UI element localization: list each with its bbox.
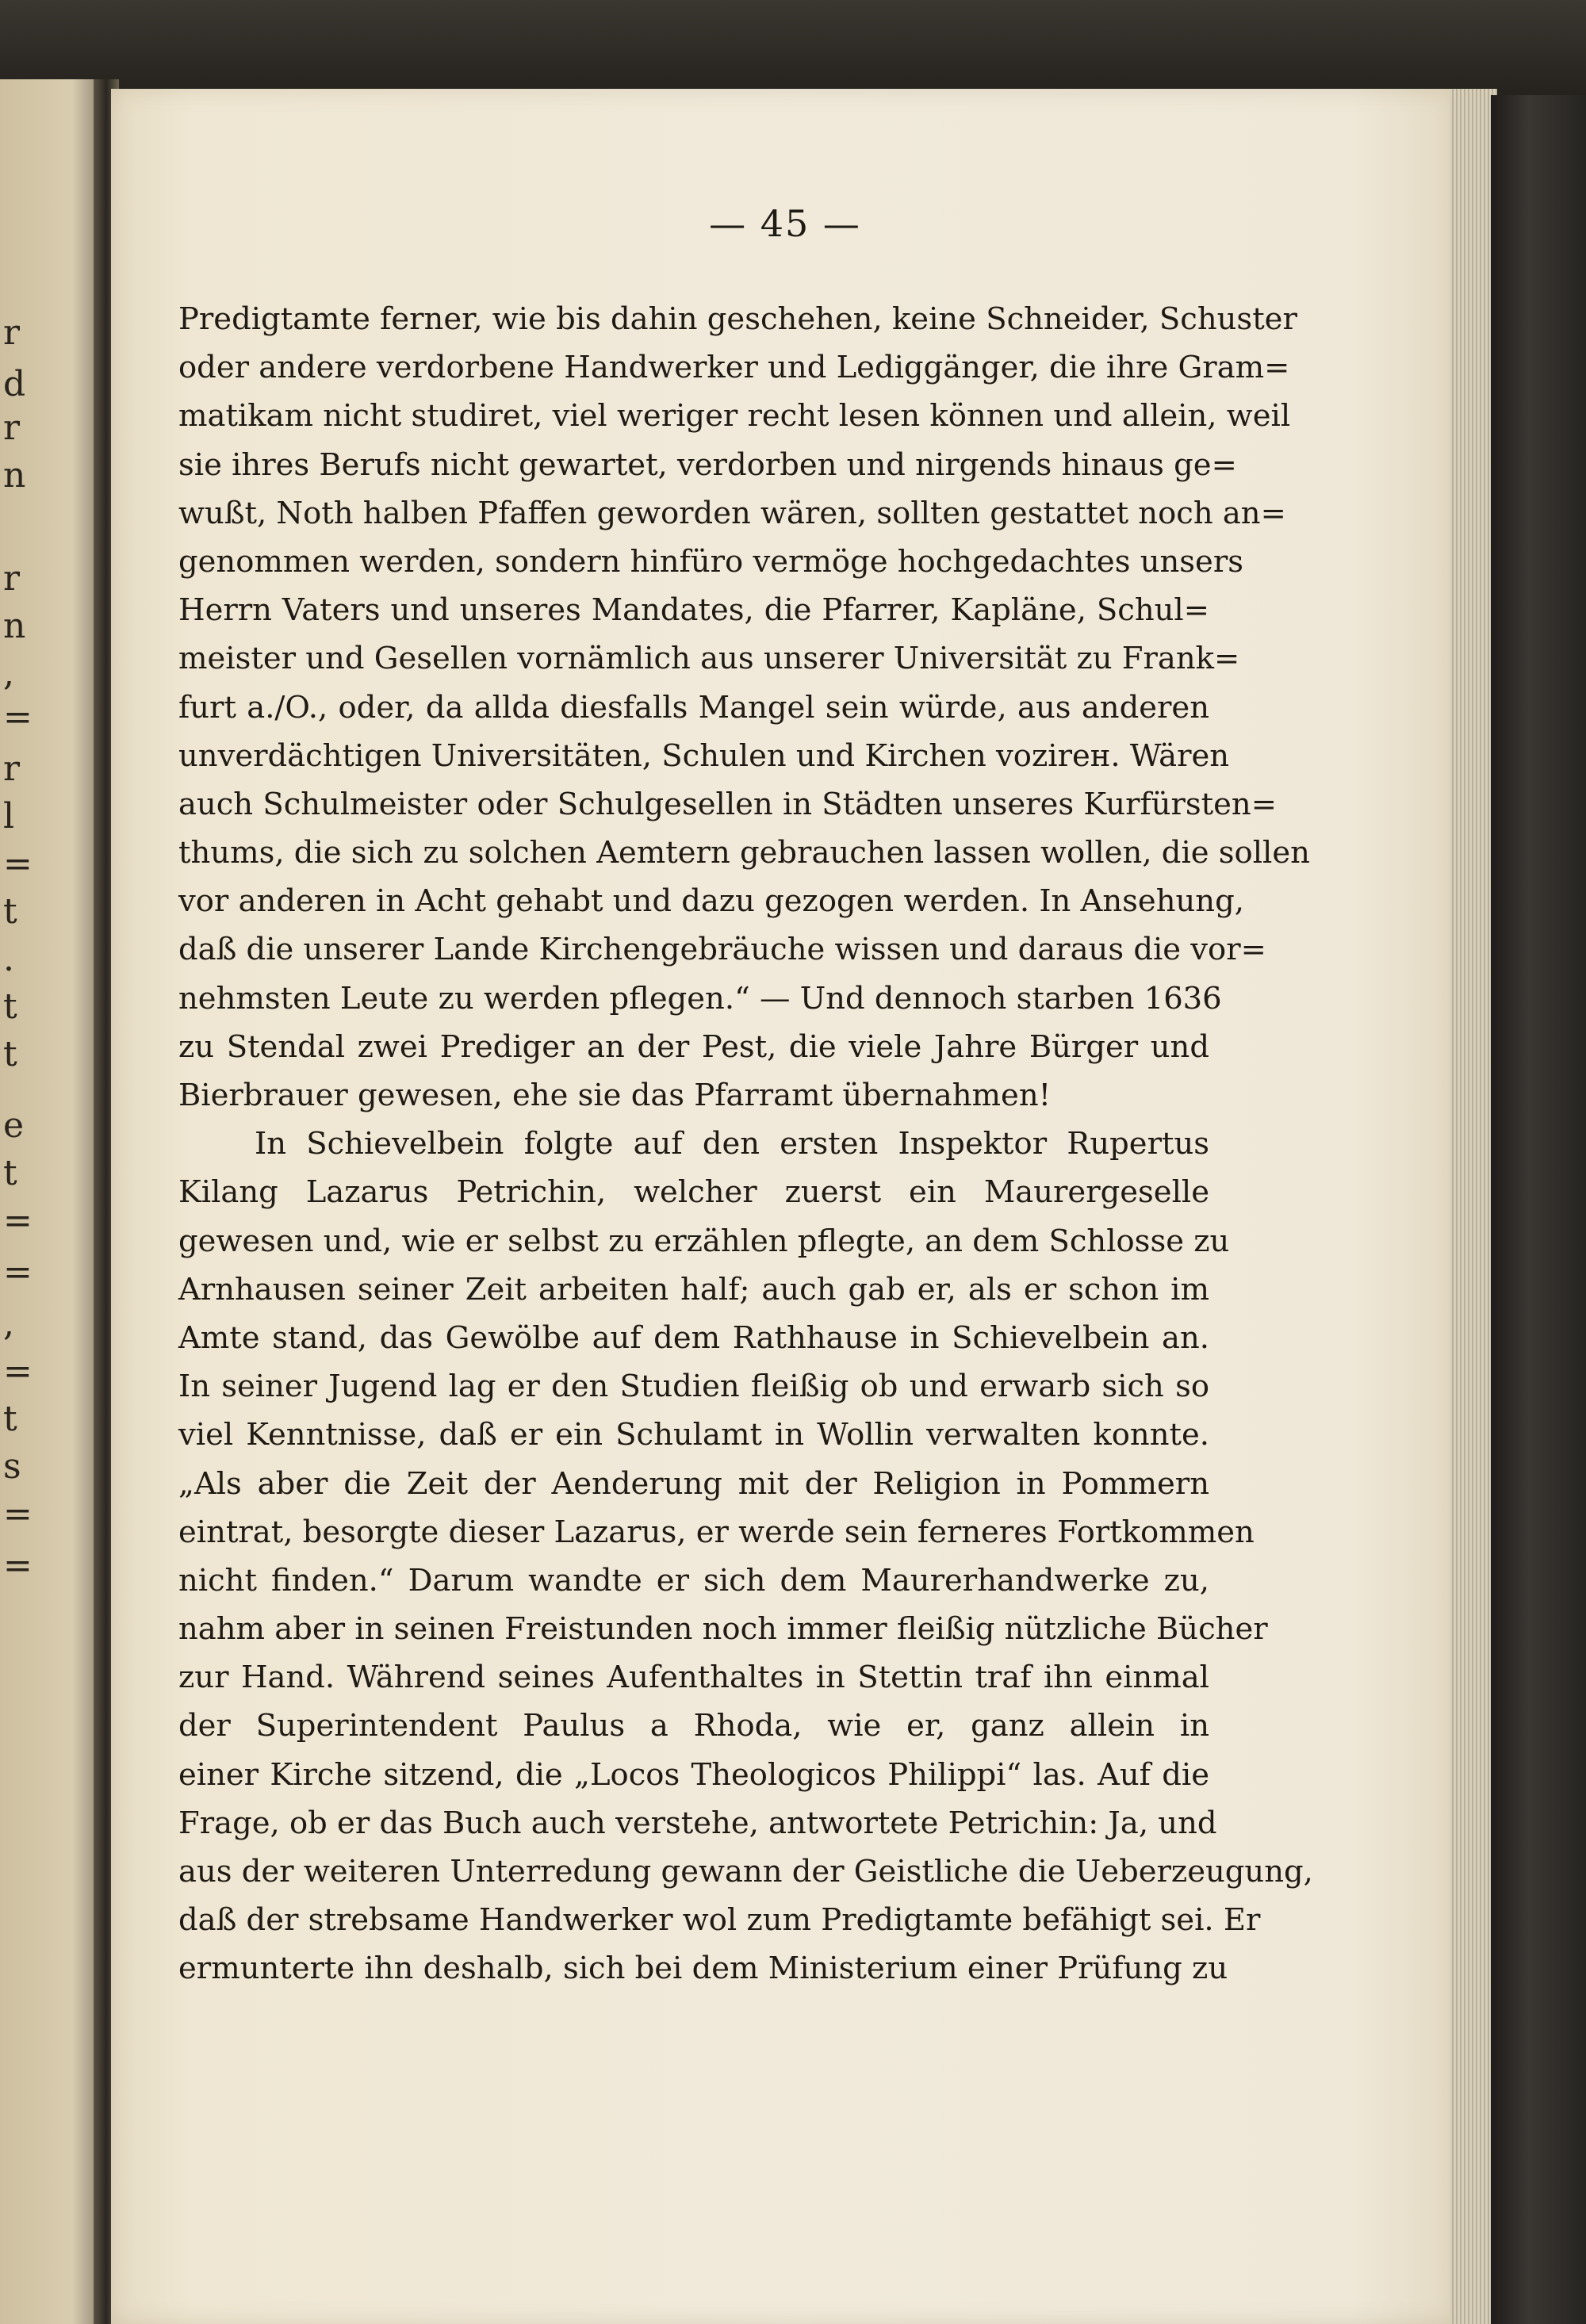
text-line: zu Stendal zwei Prediger an der Pest, die viele Jahre Bürger und <box>178 1028 1209 1065</box>
text-line: In seiner Jugend lag er den Studien fleißig ob und erwarb sich so <box>178 1369 1209 1405</box>
page-stack-edge <box>1450 89 1497 2324</box>
text-line: Bierbrauer gewesen, ehe sie das Pfarramt übernahmen! <box>178 1078 1052 1113</box>
book-cover-edge <box>1491 95 1586 2324</box>
text-line: nahm aber in seinen Freistunden noch immer fleißig nützliche Bücher <box>178 1611 1268 1648</box>
text-line: unverdächtigen Universitäten, Schulen und Kirchen vozirен. Wären <box>178 737 1230 774</box>
facing-page-fragment: d <box>3 364 26 404</box>
text-line: meister und Gesellen vornämlich aus unserer Universität zu Frank= <box>178 641 1240 677</box>
facing-page-fragment: = <box>3 1200 33 1241</box>
facing-page-fragment: t <box>3 1034 17 1074</box>
text-line: Amte stand, das Gewölbe auf dem Rathhause in Schievelbein an. <box>178 1319 1209 1356</box>
facing-page-fragment: t <box>3 1399 17 1439</box>
facing-page-fragment: = <box>3 697 33 737</box>
text-line: oder andere verdorbene Handwerker und Lediggänger, die ihre Gram= <box>178 350 1290 386</box>
text-line: einer Kirche sitzend, die „Locos Theologicos Philippi“ las. Auf die <box>178 1756 1209 1793</box>
facing-page-fragment: n <box>3 455 26 496</box>
facing-page-fragment: t <box>3 1153 17 1193</box>
facing-page-fragment: n <box>3 606 26 646</box>
text-line: zur Hand. Während seines Aufenthaltes in Stettin traf ihn einmal <box>178 1660 1209 1696</box>
facing-page-fragment: , <box>3 653 14 694</box>
facing-page-fragment: . <box>3 939 14 979</box>
text-line: sie ihres Berufs nicht gewartet, verdorben und nirgends hinaus ge= <box>178 446 1237 483</box>
text-line: gewesen und, wie er selbst zu erzählen pflegte, an dem Schlosse zu <box>178 1223 1230 1259</box>
text-line: eintrat, besorgte dieser Lazarus, er werde sein ferneres Fortkommen <box>178 1514 1255 1550</box>
facing-page-fragment: = <box>3 1545 33 1586</box>
body-text <box>178 295 1313 1993</box>
text-line: Frage, ob er das Buch auch verstehe, antwortete Petrichin: Ja, und <box>178 1805 1217 1841</box>
text-line: wußt, Noth halben Pfaffen geworden wären, sollten gestattet noch an= <box>178 495 1286 531</box>
text-line: der Superintendent Paulus a Rhoda, wie er, ganz allein in <box>178 1708 1209 1744</box>
facing-page-fragment: s <box>3 1446 21 1487</box>
text-line: Predigtamte ferner, wie bis dahin geschehen, keine Schneider, Schuster <box>178 301 1297 337</box>
text-line: daß der strebsame Handwerker wol zum Predigtamte befähigt sei. Er <box>178 1902 1261 1939</box>
facing-page-fragment: t <box>3 986 17 1027</box>
text-line: viel Kenntnisse, daß er ein Schulamt in Wollin verwalten konnte. <box>178 1417 1209 1453</box>
scanner-background <box>0 0 1586 95</box>
facing-page-fragment: , <box>3 1304 14 1344</box>
text-line: nehmsten Leute zu werden pflegen.“ — Und dennoch starben 1636 <box>178 980 1222 1017</box>
facing-page-fragment: r <box>3 312 21 353</box>
text-line: Kilang Lazarus Petrichin, welcher zuerst ein Maurergeselle <box>178 1174 1209 1211</box>
text-line: auch Schulmeister oder Schulgesellen in Städten unseres Kurfürsten= <box>178 786 1277 822</box>
text-line: „Als aber die Zeit der Aenderung mit der Religion in Pommern <box>178 1465 1209 1502</box>
facing-page-fragment: l <box>3 796 15 837</box>
text-line: daß die unserer Lande Kirchengebräuche wissen und daraus die vor= <box>178 932 1266 968</box>
facing-page-fragment: r <box>3 558 21 599</box>
facing-page-fragment: = <box>3 1351 33 1392</box>
facing-page-fragment: = <box>3 1252 33 1292</box>
page-number: — 45 — <box>709 202 861 245</box>
text-line: In Schievelbein folgte auf den ersten Inspektor Rupertus <box>255 1126 1209 1162</box>
text-line: thums, die sich zu solchen Aemtern gebrauchen lassen wollen, die sollen <box>178 835 1310 871</box>
text-line: genommen werden, sondern hinfüro vermöge hochgedachtes unsers <box>178 543 1244 580</box>
text-line: ermunterte ihn deshalb, sich bei dem Ministerium einer Prüfung zu <box>178 1951 1228 1987</box>
facing-page-fragment: t <box>3 891 17 932</box>
text-line: aus der weiteren Unterredung gewann der Geistliche die Ueberzeugung, <box>178 1854 1313 1889</box>
text-line: Herrn Vaters und unseres Mandates, die Pfarrer, Kapläne, Schul= <box>178 592 1209 629</box>
facing-page-fragment: = <box>3 844 33 884</box>
facing-page-edge <box>0 79 103 2324</box>
text-line: matikam nicht studiret, viel weriger recht lesen können und allein, weil <box>178 398 1291 435</box>
facing-page-fragment: r <box>3 408 21 448</box>
text-line: Arnhausen seiner Zeit arbeiten half; auch gab er, als er schon im <box>178 1271 1209 1307</box>
text-line: nicht finden.“ Darum wandte er sich dem Maurerhandwerke zu, <box>178 1562 1209 1598</box>
facing-page-fragment: e <box>3 1105 25 1146</box>
text-line: vor anderen in Acht gehabt und dazu gezogen werden. In Ansehung, <box>178 883 1244 920</box>
facing-page-fragment: = <box>3 1494 33 1534</box>
facing-page-fragment: r <box>3 749 21 789</box>
text-line: furt a./O., oder, da allda diesfalls Mangel sein würde, aus anderen <box>178 689 1209 726</box>
